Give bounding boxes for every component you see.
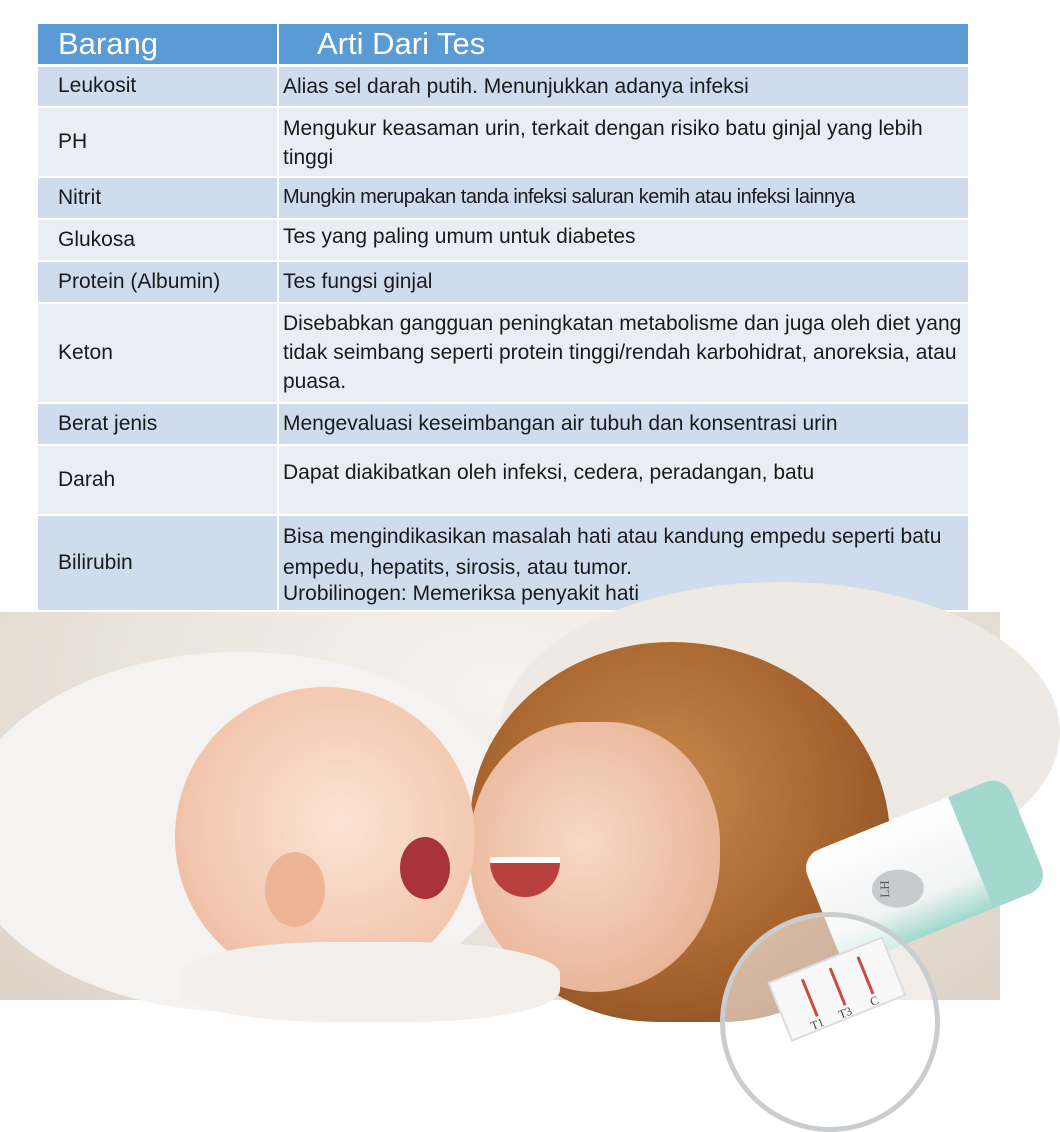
lh-badge-label: LH	[876, 880, 893, 898]
meaning-text: Bisa mengindikasikan masalah hati atau kandung empedu seperti batu empedu, hepatits, sirosis, atau tumor.	[283, 524, 942, 579]
meaning-cell: Mengevaluasi keseimbangan air tubuh dan konsentrasi urin	[278, 403, 969, 445]
strip-label: T1	[808, 1014, 827, 1033]
baby-shirt	[180, 942, 560, 1022]
header-item: Barang	[38, 24, 278, 66]
magnifier-icon	[720, 912, 940, 1132]
item-cell: Glukosa	[38, 219, 278, 261]
control-line	[857, 956, 875, 994]
table-header-row	[38, 24, 969, 66]
item-cell: Protein (Albumin)	[38, 261, 278, 303]
item-cell: Leukosit	[38, 66, 278, 107]
item-cell: Berat jenis	[38, 403, 278, 445]
strip-label: C	[867, 992, 881, 1009]
table-row	[38, 219, 969, 261]
meaning-cell: Dapat diakibatkan oleh infeksi, cedera, peradangan, batu	[278, 445, 969, 515]
test-line	[801, 979, 819, 1017]
table-row	[38, 403, 969, 445]
meaning-cell: Tes yang paling umum untuk diabetes	[278, 219, 969, 261]
table-row	[38, 303, 969, 403]
strip-label: T3	[836, 1003, 854, 1022]
table-row	[38, 107, 969, 177]
meaning-cell: Mengukur keasaman urin, terkait dengan risiko batu ginjal yang lebih tinggi	[278, 107, 969, 177]
meaning-cell: Disebabkan gangguan peningkatan metabolisme dan juga oleh diet yang tidak seimbang seperti protein tinggi/rendah karbohidrat, anoreksia, atau puasa.	[278, 303, 969, 403]
item-cell: Darah	[38, 445, 278, 515]
item-cell: PH	[38, 107, 278, 177]
table-row	[38, 66, 969, 107]
item-cell: Bilirubin	[38, 515, 278, 611]
header-meaning: Arti Dari Tes	[278, 24, 969, 66]
mother-baby-photo	[0, 612, 1000, 1033]
baby-mouth	[400, 837, 450, 899]
meaning-extra-text: Urobilinogen: Memeriksa penyakit hati	[283, 581, 640, 605]
test-line	[829, 967, 847, 1005]
meaning-cell: Alias sel darah putih. Menunjukkan adanya infeksi	[278, 66, 969, 107]
item-cell: Nitrit	[38, 177, 278, 219]
meaning-cell: Tes fungsi ginjal	[278, 261, 969, 303]
urine-test-table-container	[38, 24, 970, 612]
baby-ear	[265, 852, 325, 927]
test-result-window	[768, 936, 907, 1042]
item-cell: Keton	[38, 303, 278, 403]
table-row	[38, 261, 969, 303]
lh-badge	[871, 869, 924, 909]
meaning-cell: Mungkin merupakan tanda infeksi saluran kemih atau infeksi lainnya	[278, 177, 969, 219]
urine-test-table	[38, 24, 970, 612]
table-row	[38, 177, 969, 219]
table-row	[38, 445, 969, 515]
